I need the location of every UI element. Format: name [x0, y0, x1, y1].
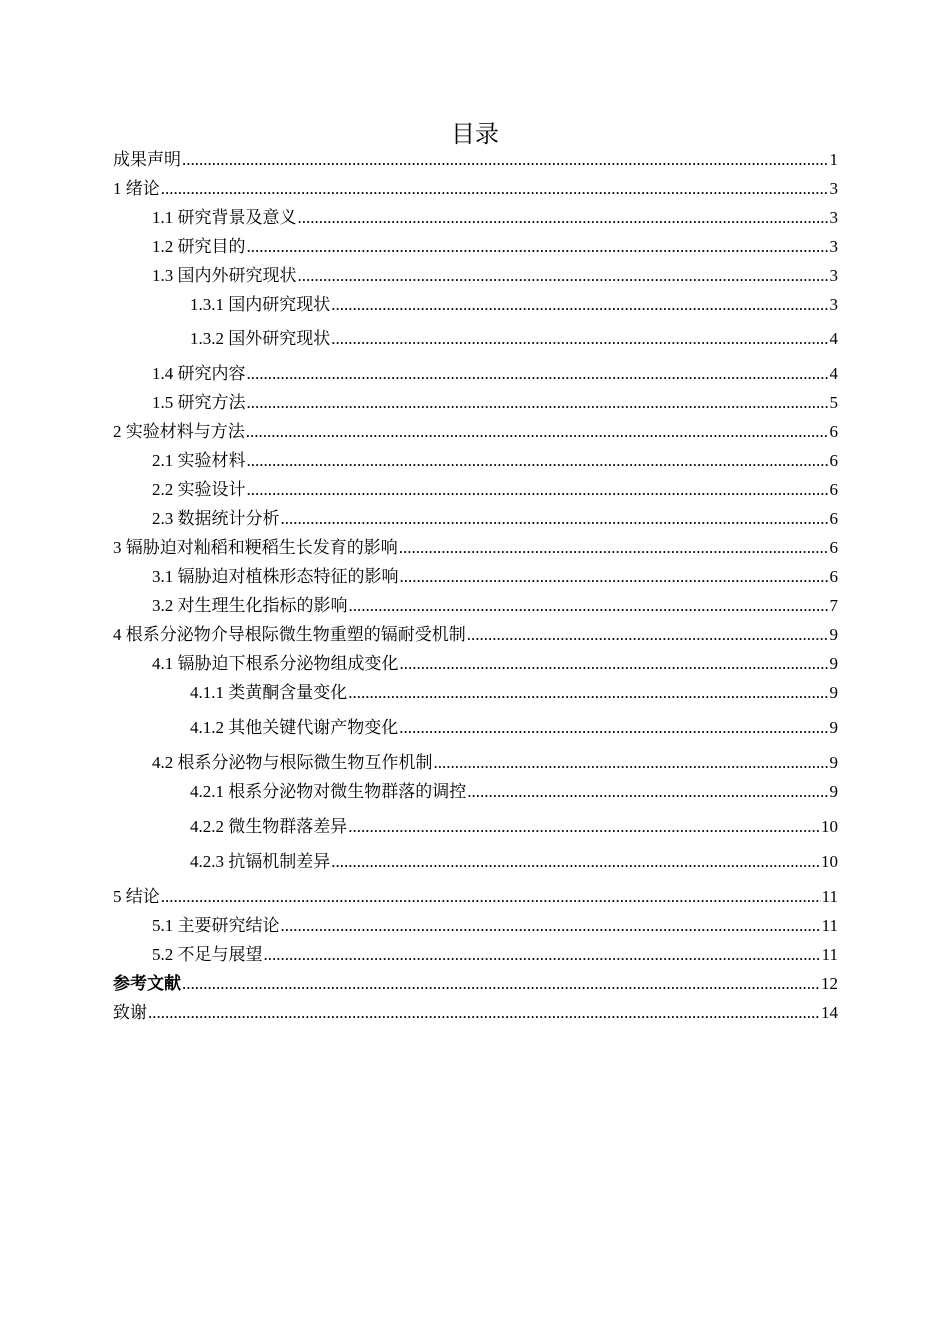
toc-entry[interactable]	[113, 388, 838, 417]
toc-entry-label: 3.1 镉胁迫对植株形态特征的影响	[152, 567, 399, 586]
toc-entry[interactable]	[113, 882, 838, 911]
toc-entry-page-number: 9	[829, 782, 838, 801]
toc-entry-label: 2.2 实验设计	[152, 480, 246, 499]
toc-entry[interactable]	[113, 812, 838, 847]
toc-entry-page-number: 11	[821, 916, 838, 935]
dot-leader	[331, 324, 828, 353]
toc-entry-label: 成果声明	[113, 150, 181, 169]
toc-entry-label: 2 实验材料与方法	[113, 422, 245, 441]
toc-entry-label: 2.3 数据统计分析	[152, 509, 280, 528]
toc-entry-label: 1.3 国内外研究现状	[152, 266, 297, 285]
toc-entry[interactable]	[113, 713, 838, 748]
toc-entry-label: 4.2.3 抗镉机制差异	[190, 852, 331, 871]
toc-entry-page-number: 3	[829, 237, 838, 256]
toc-entry-page-number: 3	[829, 266, 838, 285]
toc-entry[interactable]	[113, 969, 838, 998]
dot-leader	[298, 261, 829, 290]
toc-entry[interactable]	[113, 847, 838, 882]
dot-leader	[161, 882, 821, 911]
dot-leader	[331, 290, 828, 319]
toc-entry[interactable]	[113, 591, 838, 620]
toc-entry[interactable]	[113, 417, 838, 446]
toc-entry-page-number: 10	[821, 817, 838, 836]
toc-entry-page-number: 4	[829, 364, 838, 383]
toc-entry-label: 4.2.1 根系分泌物对微生物群落的调控	[190, 782, 467, 801]
toc-entry-label: 3 镉胁迫对籼稻和粳稻生长发育的影响	[113, 538, 398, 557]
dot-leader	[148, 998, 820, 1027]
toc-entry[interactable]	[113, 504, 838, 533]
dot-leader	[247, 232, 829, 261]
dot-leader	[281, 911, 821, 940]
toc-entry-label: 3.2 对生理生化指标的影响	[152, 596, 348, 615]
toc-title: 目录	[451, 120, 499, 148]
dot-leader	[399, 713, 828, 742]
toc-entry-page-number: 9	[829, 753, 838, 772]
toc-entry-page-number: 6	[829, 538, 838, 557]
toc-entry-label: 1.1 研究背景及意义	[152, 208, 297, 227]
dot-leader	[434, 748, 829, 777]
dot-leader	[247, 475, 829, 504]
dot-leader	[399, 533, 829, 562]
toc-entry[interactable]	[113, 232, 838, 261]
dot-leader	[182, 145, 829, 174]
dot-leader	[348, 812, 820, 841]
toc-entry-page-number: 10	[821, 852, 838, 871]
toc-entry[interactable]	[113, 777, 838, 812]
toc-entry-label: 4.2.2 微生物群落差异	[190, 817, 348, 836]
table-of-contents	[113, 145, 838, 1027]
dot-leader	[400, 649, 829, 678]
toc-entry-label: 1 绪论	[113, 179, 160, 198]
dot-leader	[331, 847, 820, 876]
toc-entry-page-number: 6	[829, 567, 838, 586]
toc-entry-label: 4.1.1 类黄酮含量变化	[190, 683, 348, 702]
toc-entry-page-number: 11	[821, 945, 838, 964]
toc-entry-page-number: 3	[829, 179, 838, 198]
toc-entry[interactable]	[113, 649, 838, 678]
toc-entry[interactable]	[113, 203, 838, 232]
toc-entry[interactable]	[113, 174, 838, 203]
toc-entry[interactable]	[113, 678, 838, 713]
toc-entry-page-number: 6	[829, 509, 838, 528]
toc-entry-page-number: 9	[829, 625, 838, 644]
toc-entry-page-number: 5	[829, 393, 838, 412]
dot-leader	[182, 969, 820, 998]
toc-entry[interactable]	[113, 533, 838, 562]
toc-entry-label: 2.1 实验材料	[152, 451, 246, 470]
dot-leader	[348, 678, 828, 707]
toc-entry-label: 4.1 镉胁迫下根系分泌物组成变化	[152, 654, 399, 673]
toc-entry[interactable]	[113, 911, 838, 940]
toc-entry-page-number: 4	[829, 329, 838, 348]
toc-entry-label: 1.4 研究内容	[152, 364, 246, 383]
dot-leader	[298, 203, 829, 232]
toc-entry-label: 5.1 主要研究结论	[152, 916, 280, 935]
dot-leader	[246, 417, 829, 446]
toc-entry-page-number: 3	[829, 208, 838, 227]
toc-entry-page-number: 9	[829, 718, 838, 737]
toc-entry-label: 1.2 研究目的	[152, 237, 246, 256]
toc-entry-label: 4.1.2 其他关键代谢产物变化	[190, 718, 399, 737]
toc-entry[interactable]	[113, 562, 838, 591]
toc-entry[interactable]	[113, 145, 838, 174]
toc-entry-label: 1.5 研究方法	[152, 393, 246, 412]
toc-entry-label: 5.2 不足与展望	[152, 945, 263, 964]
dot-leader	[247, 388, 829, 417]
toc-entry-page-number: 6	[829, 480, 838, 499]
dot-leader	[247, 446, 829, 475]
dot-leader	[264, 940, 821, 969]
dot-leader	[349, 591, 829, 620]
toc-entry-label: 5 结论	[113, 887, 160, 906]
dot-leader	[161, 174, 829, 203]
toc-entry[interactable]	[113, 261, 838, 290]
dot-leader	[281, 504, 829, 533]
toc-entry-page-number: 14	[821, 1003, 838, 1022]
toc-entry-page-number: 12	[821, 974, 838, 993]
toc-entry[interactable]	[113, 940, 838, 969]
toc-entry[interactable]	[113, 998, 838, 1027]
toc-entry[interactable]	[113, 748, 838, 777]
toc-entry-page-number: 3	[829, 295, 838, 314]
toc-entry-label: 参考文献	[113, 974, 181, 993]
toc-entry[interactable]	[113, 359, 838, 388]
dot-leader	[247, 359, 829, 388]
toc-entry-label: 致谢	[113, 1003, 147, 1022]
toc-entry-label: 4 根系分泌物介导根际微生物重塑的镉耐受机制	[113, 625, 466, 644]
toc-entry[interactable]	[113, 620, 838, 649]
toc-entry-page-number: 9	[829, 683, 838, 702]
toc-entry-label: 1.3.1 国内研究现状	[190, 295, 331, 314]
dot-leader	[467, 620, 829, 649]
dot-leader	[467, 777, 828, 806]
toc-entry-page-number: 11	[821, 887, 838, 906]
toc-entry[interactable]	[113, 324, 838, 359]
toc-entry-page-number: 6	[829, 422, 838, 441]
toc-entry-page-number: 6	[829, 451, 838, 470]
toc-entry[interactable]	[113, 446, 838, 475]
toc-entry-page-number: 9	[829, 654, 838, 673]
toc-entry[interactable]	[113, 290, 838, 324]
toc-entry-page-number: 7	[829, 596, 838, 615]
toc-entry-page-number: 1	[829, 150, 838, 169]
dot-leader	[400, 562, 829, 591]
toc-entry-label: 4.2 根系分泌物与根际微生物互作机制	[152, 753, 433, 772]
toc-entry-label: 1.3.2 国外研究现状	[190, 329, 331, 348]
toc-entry[interactable]	[113, 475, 838, 504]
